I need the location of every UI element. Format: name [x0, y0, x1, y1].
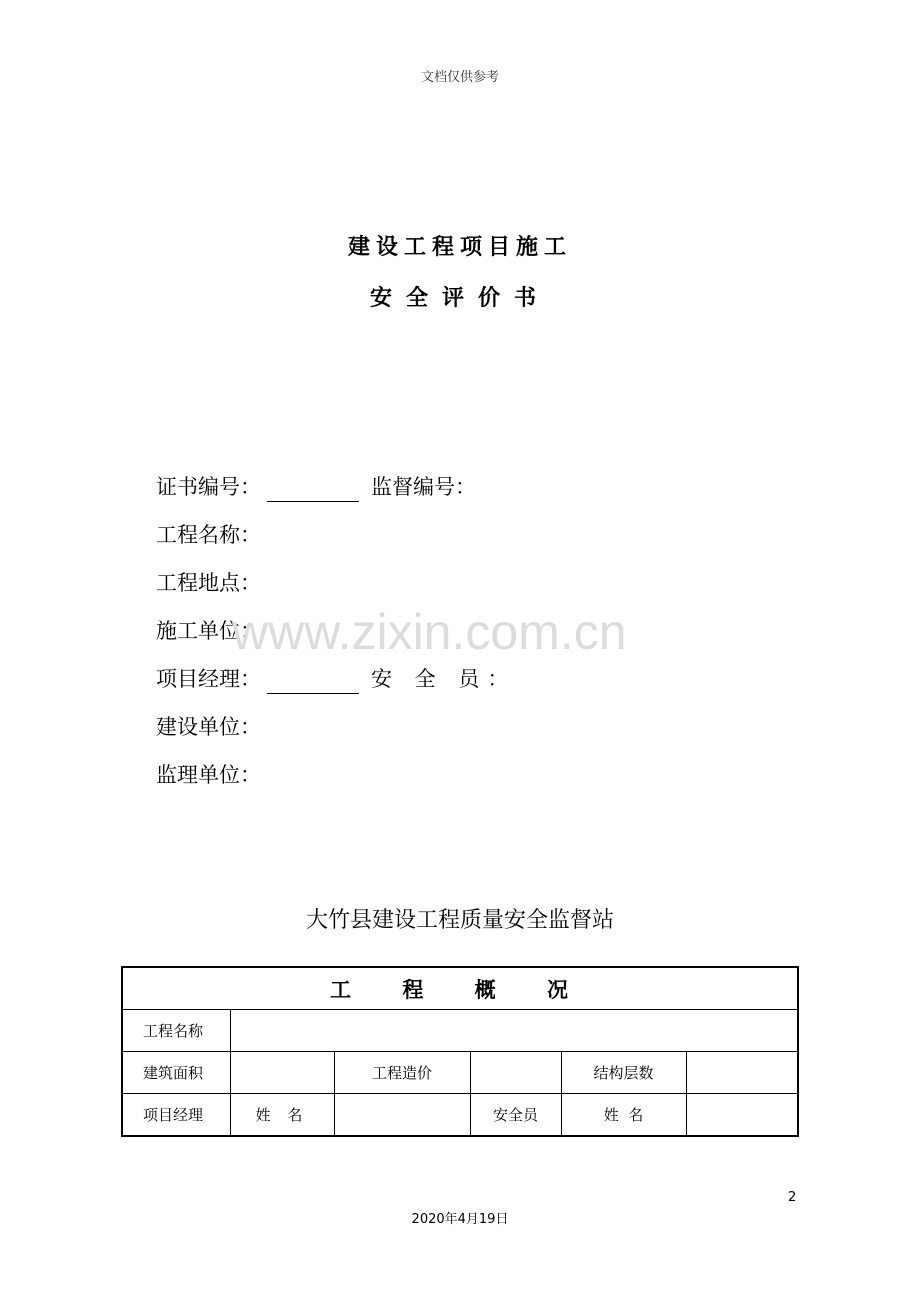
form-row-project-name [156, 520, 261, 550]
document-title: 建设工程项目施工 [347, 235, 572, 260]
project-cost-cell: 工程造价 [334, 1052, 470, 1094]
project-overview-table [121, 966, 799, 1137]
page-number: 2 [788, 1190, 797, 1205]
project-name-label: 工程名称： [156, 523, 261, 547]
safety-officer-label: 安 全 员： [371, 667, 517, 691]
owner-unit-label: 建设单位： [156, 715, 261, 739]
overview-title-row [122, 967, 798, 1010]
footer-date: 2020年4月19日 [411, 1212, 509, 1227]
document-subtitle: 安全评价书 [369, 286, 550, 311]
project-manager-blank[interactable] [267, 671, 359, 694]
cert-no-label: 证书编号： [156, 475, 261, 499]
project-name-value[interactable] [230, 1010, 798, 1052]
overview-title: 工 程 概 况 [122, 967, 798, 1010]
supervision-unit-label: 监理单位： [156, 763, 261, 787]
watermark: www.zixin.com.cn [232, 604, 627, 660]
structure-floors-value[interactable] [686, 1052, 798, 1094]
structure-floors-cell: 结构层数 [561, 1052, 686, 1094]
officer-name-label: 姓 名 [561, 1094, 686, 1137]
cert-no-blank[interactable] [267, 479, 359, 502]
manager-name-label: 姓 名 [230, 1094, 334, 1137]
table-row [122, 1094, 798, 1137]
organization-name: 大竹县建设工程质量安全监督站 [305, 908, 614, 933]
form-row-cert [156, 472, 476, 502]
table-row [122, 1010, 798, 1052]
table-row [122, 1052, 798, 1094]
form-row-supervision-unit [156, 760, 261, 790]
project-cost-value[interactable] [470, 1052, 561, 1094]
construction-unit-label: 施工单位： [156, 619, 261, 643]
building-area-cell: 建筑面积 [122, 1052, 230, 1094]
project-name-cell: 工程名称 [122, 1010, 230, 1052]
supervision-no-label: 监督编号： [371, 475, 476, 499]
safety-officer-cell: 安全员 [470, 1094, 561, 1137]
header-note: 文档仅供参考 [420, 70, 499, 85]
manager-name-value[interactable] [334, 1094, 470, 1137]
form-row-manager [156, 664, 516, 694]
officer-name-value[interactable] [686, 1094, 798, 1137]
form-row-owner-unit [156, 712, 261, 742]
form-row-location [156, 568, 261, 598]
project-location-label: 工程地点： [156, 571, 261, 595]
building-area-value[interactable] [230, 1052, 334, 1094]
project-manager-cell: 项目经理 [122, 1094, 230, 1137]
project-manager-label: 项目经理： [156, 667, 261, 691]
